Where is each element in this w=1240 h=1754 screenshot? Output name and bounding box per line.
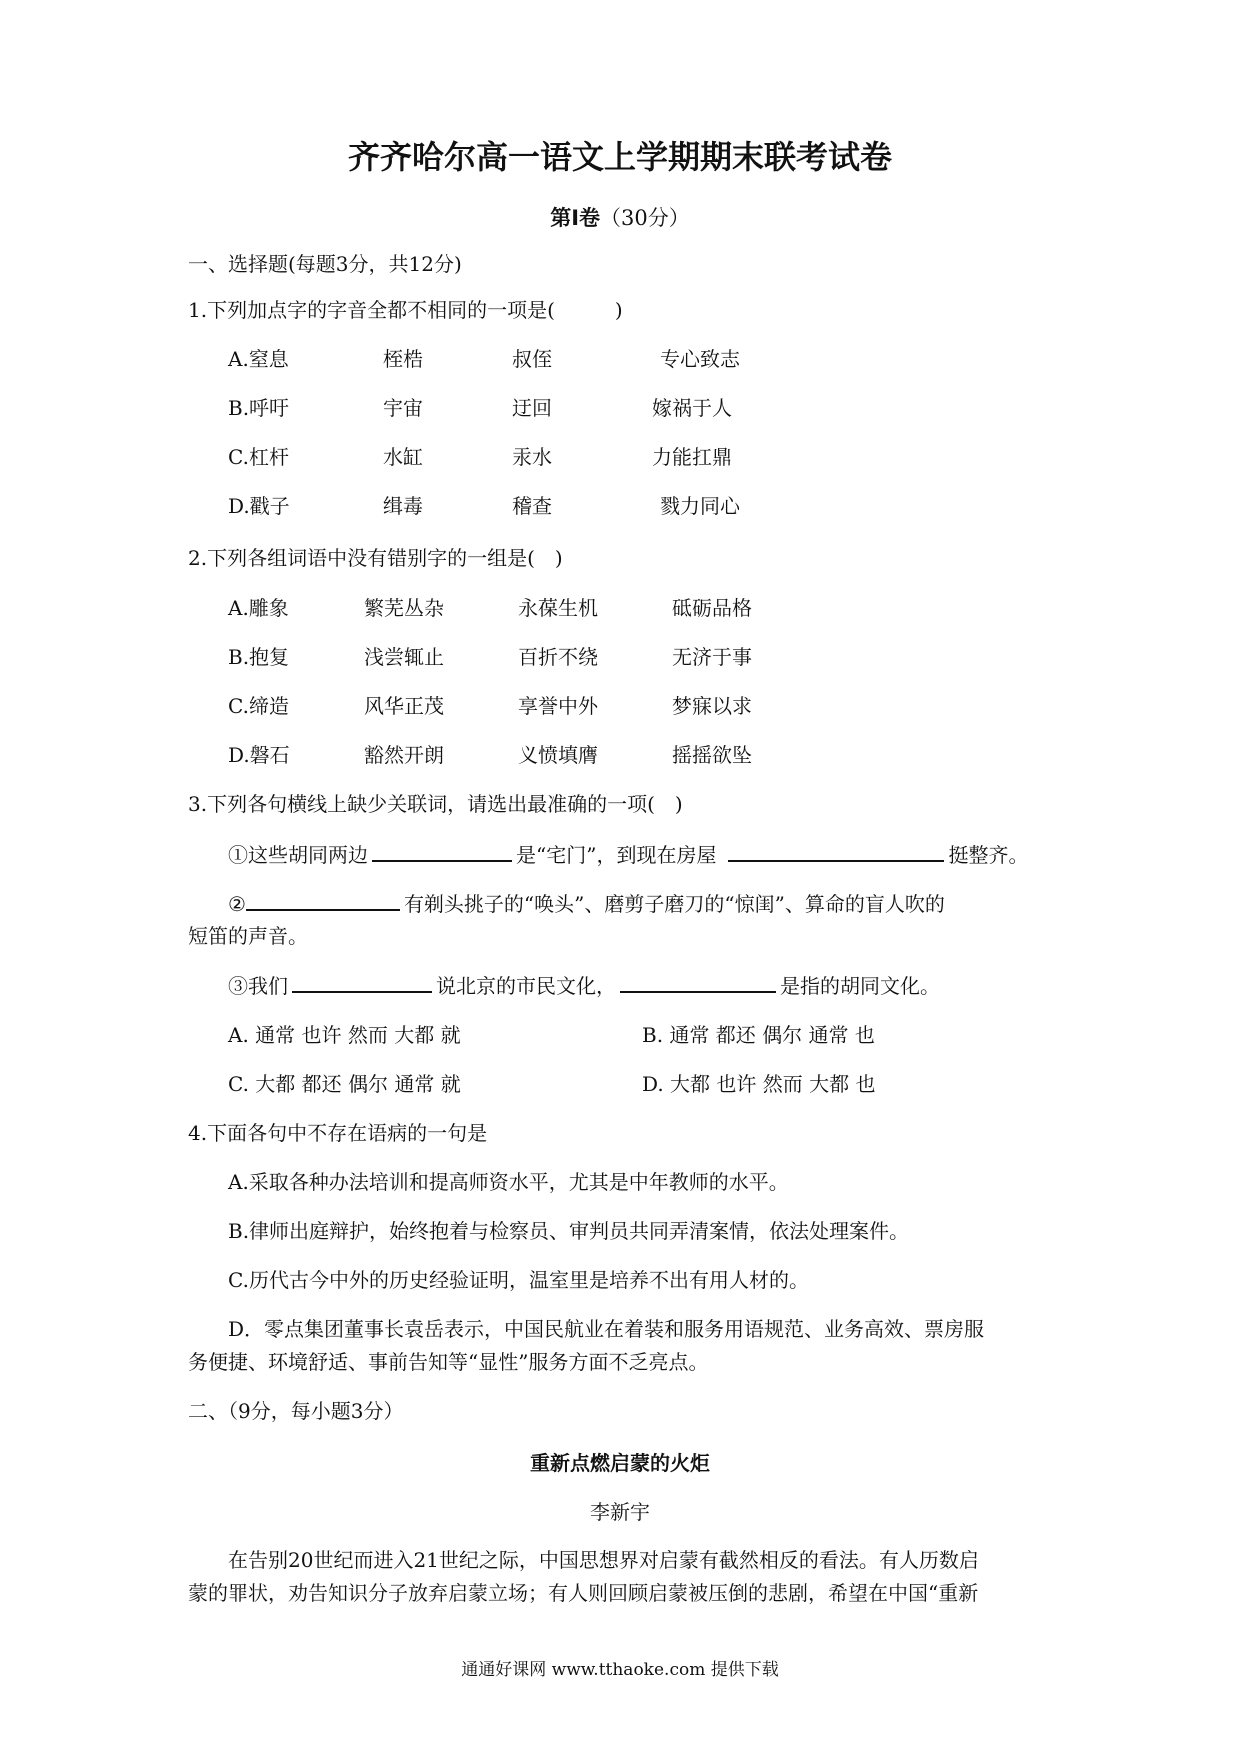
volume-score: （30分） <box>600 206 690 230</box>
q2-option: 享誉中外 <box>518 694 598 718</box>
q1-stem: 1.下列加点字的字音全都不相同的一项是( ) <box>188 298 623 322</box>
q4-option-d-cont: 务便捷、环境舒适、事前告知等“显性”服务方面不乏亮点。 <box>188 1350 709 1374</box>
q3-blank <box>372 840 512 862</box>
q2-option: 繁芜丛杂 <box>364 596 444 620</box>
q3-sentence-1 <box>228 840 1028 869</box>
q3-option-a: A. 通常 也许 然而 大都 就 <box>228 1023 461 1047</box>
q3-s2-text: 有剃头挑子的“唤头”、磨剪子磨刀的“惊闺”、算命的盲人吹的 <box>403 892 945 916</box>
q3-sentence-2-cont: 短笛的声音。 <box>188 924 308 948</box>
q3-s3-text: ③我们 <box>228 974 288 998</box>
article-author: 李新宇 <box>590 1500 650 1524</box>
q2-option: 梦寐以求 <box>672 694 752 718</box>
q4-option-b: B.律师出庭辩护，始终抱着与检察员、审判员共同弄清案情，依法处理案件。 <box>228 1219 910 1243</box>
footer-source: 通通好课网 www.tthaoke.com 提供下载 <box>461 1660 779 1680</box>
q3-s1-text: ①这些胡同两边 <box>228 843 368 867</box>
q2-option: 无济于事 <box>672 645 752 669</box>
q2-option: D.磐石 <box>228 743 290 767</box>
q1-option: 专心致志 <box>660 347 740 371</box>
q1-option: 嫁祸于人 <box>652 396 732 420</box>
q3-sentence-3 <box>228 971 940 1000</box>
q2-option: 义愤填膺 <box>518 743 598 767</box>
section-1-heading: 一、选择题(每题3分，共12分) <box>188 252 462 276</box>
q1-option: A.窒息 <box>228 347 289 371</box>
article-paragraph: 在告别20世纪而进入21世纪之际，中国思想界对启蒙有截然相反的看法。有人历数启 <box>228 1548 979 1572</box>
q2-option: 百折不绕 <box>518 645 598 669</box>
q1-option: C.杠杆 <box>228 445 289 469</box>
q2-option: C.缔造 <box>228 694 289 718</box>
q3-s3-text: 说北京的市民文化， <box>436 974 616 998</box>
q3-s1-text: 是“宅门”，到现在房屋 <box>516 843 717 867</box>
q1-option: 水缸 <box>383 445 423 469</box>
q2-option: 永葆生机 <box>518 596 598 620</box>
q2-stem: 2.下列各组词语中没有错别字的一组是( ) <box>188 546 563 570</box>
q2-option: 浅尝辄止 <box>364 645 444 669</box>
article-paragraph-cont: 蒙的罪状，劝告知识分子放弃启蒙立场；有人则回顾启蒙被压倒的悲剧，希望在中国“重新 <box>188 1581 979 1605</box>
q1-option: 迂回 <box>512 396 552 420</box>
q3-s1-text: 挺整齐。 <box>948 843 1029 867</box>
q1-option: 叔侄 <box>512 347 552 371</box>
q3-blank <box>246 889 400 911</box>
section-2-heading: 二、（9分，每小题3分） <box>188 1399 404 1423</box>
q1-option: 稽查 <box>512 494 552 518</box>
q1-option: D.戳子 <box>228 494 290 518</box>
q3-sentence-2 <box>228 889 945 918</box>
q3-option-c: C. 大都 都还 偶尔 通常 就 <box>228 1072 461 1096</box>
q2-option: B.抱复 <box>228 645 290 669</box>
q3-blank <box>728 840 944 862</box>
q4-stem: 4.下面各句中不存在语病的一句是 <box>188 1121 488 1145</box>
article-title: 重新点燃启蒙的火炬 <box>530 1451 710 1475</box>
q3-blank <box>620 971 776 993</box>
q3-stem: 3.下列各句横线上缺少关联词，请选出最准确的一项( ) <box>188 792 683 816</box>
q2-option: 摇摇欲坠 <box>672 743 752 767</box>
q1-option: 桎梏 <box>383 347 423 371</box>
q2-option: A.雕象 <box>228 596 289 620</box>
q4-option-c: C.历代古今中外的历史经验证明，温室里是培养不出有用人材的。 <box>228 1268 809 1292</box>
q1-option: 汞水 <box>512 445 552 469</box>
volume-heading <box>0 202 1240 232</box>
q1-option: 力能扛鼎 <box>652 445 732 469</box>
q3-s3-text: 是指的胡同文化。 <box>780 974 940 998</box>
volume-label: 第Ⅰ卷 <box>550 206 601 230</box>
q2-option: 豁然开朗 <box>364 743 444 767</box>
q2-option: 砥砺品格 <box>672 596 752 620</box>
q2-option: 风华正茂 <box>364 694 444 718</box>
page-title: 齐齐哈尔高一语文上学期期末联考试卷 <box>347 138 892 176</box>
q3-option-b: B. 通常 都还 偶尔 通常 也 <box>642 1023 875 1047</box>
q1-option: B.呼吁 <box>228 396 290 420</box>
q3-option-d: D. 大都 也许 然而 大都 也 <box>642 1072 876 1096</box>
q4-option-d: D．零点集团董事长袁岳表示，中国民航业在着装和服务用语规范、业务高效、票房服 <box>228 1317 985 1341</box>
q1-option: 戮力同心 <box>660 494 740 518</box>
q3-blank <box>292 971 432 993</box>
q1-option: 缉毒 <box>383 494 423 518</box>
q1-option: 宇宙 <box>383 396 423 420</box>
q3-s2-text: ② <box>228 892 246 916</box>
q4-option-a: A.采取各种办法培训和提高师资水平，尤其是中年教师的水平。 <box>228 1170 789 1194</box>
